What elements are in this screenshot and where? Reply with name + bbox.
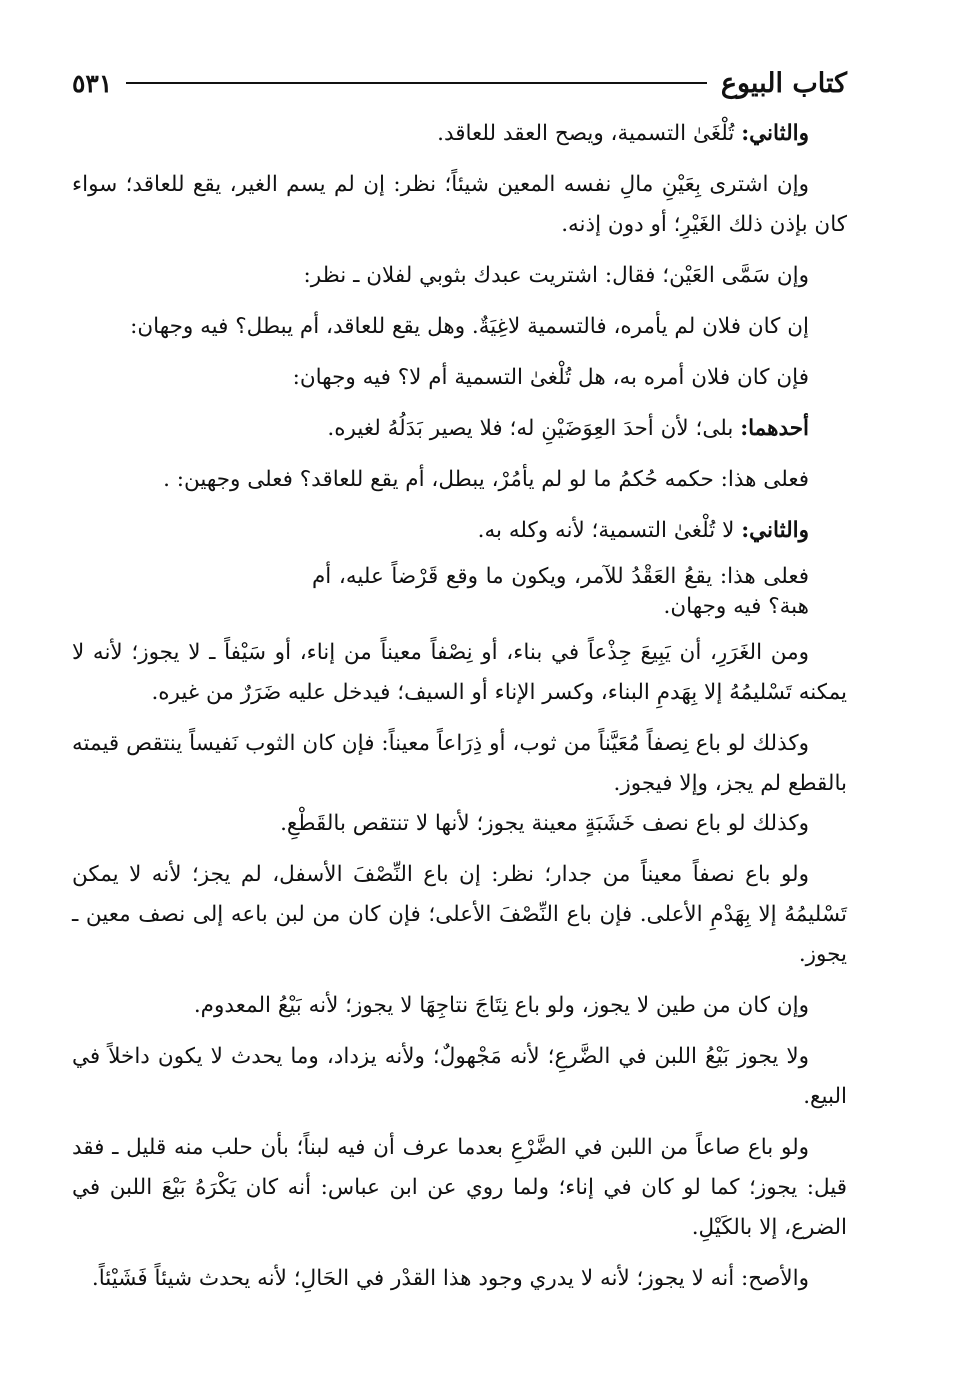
paragraph (72, 256, 847, 296)
paragraph (72, 724, 847, 804)
paragraph-lead: والثاني: (741, 121, 809, 146)
paragraph (72, 855, 847, 975)
paragraph (72, 409, 847, 449)
paragraph (72, 165, 847, 245)
paragraph (72, 114, 847, 154)
page-body (72, 114, 847, 1299)
page-header (72, 60, 847, 106)
paragraph-text: فإن كان فلان أمره به، هل تُلْغىٰ التسمية أم لا؟ فيه وجهان: (292, 365, 809, 390)
paragraph (72, 804, 847, 844)
paragraph-text: فعلى هذا: يقعُ العَقْدُ للآمر، ويكون ما وقع قَرْضاً عليه، أم هبة؟ فيه وجهان. (312, 564, 809, 619)
paragraph-text: وكذلك لو باع نصف خَشَبَةٍ معينة يجوز؛ لأنها لا تنتقص بالقَطْعِ. (280, 811, 809, 836)
paragraph-text: ولا يجوز بَيْعُ اللبن في الضَّرعِ؛ لأنه مَجْهولٌ؛ ولأنه يزداد، وما يحدث لا يكون داخلاً في البيع. (72, 1044, 847, 1109)
paragraph-text: وإن كان من طين لا يجوز، ولو باع نِتَاجَ نتاجِهَا لا يجوز؛ لأنه بَيْعُ المعدوم. (193, 993, 809, 1018)
paragraph-text: بلى؛ لأن أحدَ العِوَضَيْنِ له؛ فلا يصير بَدَلُهُ لغيره. (327, 416, 734, 441)
paragraph-text: ومن الغَرَرِ، أن يَبِيعَ جِذْعاً في بناء، أو نِصْفاً معيناً من إناء، أو سَيْفاً ـ لا يجوز؛ لأنه لا يمكنه تَسْليمُهُ إلا بِهَدمِ البناء، وكسر الإناء أو السيف؛ فيدخل عليه ضَرَرٌ من غيره. (72, 640, 847, 705)
paragraph-text: والأصح: أنه لا يجوز؛ لأنه لا يدري وجود هذا القدْر في الحَالِ؛ لأنه يحدث شيئاً فَشَيْئاً. (91, 1266, 809, 1291)
header-rule (126, 82, 707, 84)
paragraph-text: فعلى هذا: حكمه حُكمُ ما لو لم يأمُرْ، يبطل، أم يقع للعاقد؟ فعلى وجهين: . (163, 467, 809, 492)
paragraph (72, 358, 847, 398)
running-title: كتاب البيوع (720, 67, 847, 99)
paragraph-text: وإن سَمَّى العَيْن؛ فقال: اشتريت عبدك بثوبي لفلان ـ نظر: (303, 263, 809, 288)
paragraph (72, 1128, 847, 1248)
paragraph (72, 562, 847, 622)
paragraph-text: وإن اشترى بِعَيْنِ مالِ نفسه المعين شيئاً؛ نظر: إن لم يسم الغير، يقع للعاقد؛ سواء كان بإذن ذلك الغَيْرِ؛ أو دون إذنه. (72, 172, 847, 237)
paragraph-text: ولو باع نصفاً معيناً من جدار؛ نظر: إن باع النِّصْفَ الأسفل، لم يجز؛ لأنه لا يمكن تَسْليمُهُ إلا بِهَدْمِ الأعلى. فإن باع النِّصْفَ الأعلى؛ فإن كان من لبن باعه إلى نصف معين ـ يجوز. (72, 862, 847, 967)
paragraph-lead: أحدهما: (740, 416, 809, 441)
paragraph-text: وكذلك لو باع نِصفاً مُعَيَّناً من ثوب، أو ذِرَاعاً معيناً: فإن كان الثوب نَفيساً ينتقص قيمته بالقطع لم يجز، وإلا فيجوز. (72, 731, 847, 796)
paragraph-lead: والثاني: (741, 518, 809, 543)
paragraph-text: إن كان فلان لم يأمره، فالتسمية لاغِيَةٌ. وهل يقع للعاقد، أم يبطل؟ فيه وجهان: (130, 314, 809, 339)
paragraph (72, 307, 847, 347)
paragraph (72, 1037, 847, 1117)
paragraph-text: لا تُلْغىٰ التسمية؛ لأنه وكله به. (477, 518, 735, 543)
paragraph-text: تُلْغَىٰ التسمية، ويصح العقد للعاقد. (437, 121, 735, 146)
paragraph (72, 460, 847, 500)
paragraph (72, 1259, 847, 1299)
paragraph-text: ولو باع صاعاً من اللبن في الضَّرْعِ بعدما عرف أن فيه لبناً؛ بأن حلب منه قليل ـ فقد قيل: يجوز؛ كما لو كان في إناء؛ ولما روي عن ابن عباس: أنه كان يَكْرَهُ بَيْعَ اللبن في الضرع، إلا بالكَيْلِ. (72, 1135, 847, 1240)
paragraph (72, 511, 847, 551)
page-number: ٥٣١ (72, 68, 113, 98)
paragraph (72, 633, 847, 713)
paragraph (72, 986, 847, 1026)
